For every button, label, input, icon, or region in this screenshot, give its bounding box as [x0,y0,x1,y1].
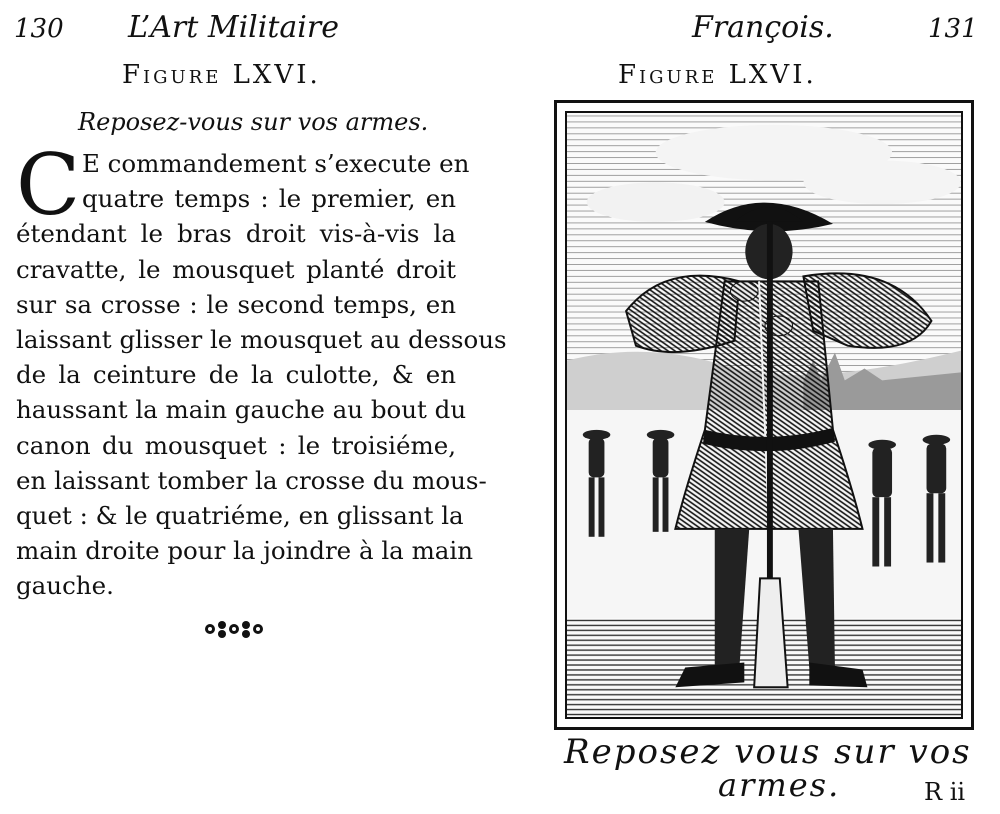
text-line: sur sa crosse : le second temps, en [16,289,456,319]
page-number: 130 [14,14,64,44]
text-line: canon du mousquet : le troisiéme, [16,430,456,460]
musketeer-engraving-icon [567,113,961,717]
drop-cap: C [16,136,81,234]
page-number: 131 [928,14,978,44]
text-line: main droite pour la joindre à la main [16,536,474,566]
signature-mark: R ii [924,778,966,806]
text-line: laissant glisser le mousquet au dessous [16,324,507,354]
text-line: gauche. [16,571,114,601]
text-line: de la ceinture de la culotte, & en [16,360,456,390]
figure-heading: Figure LXVI. [618,60,817,90]
running-head: François. [692,10,834,45]
plate-caption: Reposez vous sur vos [564,732,972,772]
text-line: en laissant tomber la crosse du mous- [16,465,487,495]
text-line: E commandement s’execute en [82,149,470,178]
text-line: haussant la main gauche au bout du [16,395,467,425]
right-page [500,0,1000,814]
text-line: quatre temps : le premier, en [82,184,456,214]
figure-heading: Figure LXVI. [122,60,321,90]
body-text [16,136,507,603]
running-head: L’Art Militaire [128,10,339,45]
plate-caption-line2: armes. [718,766,841,804]
fleuron-ornament-icon [202,614,266,644]
figure-subtitle: Reposez-vous sur vos armes. [78,108,429,136]
text-line: étendant le bras droit vis-à-vis la [16,219,456,249]
text-line: quet : & le quatriéme, en glissant la [16,500,464,530]
text-line: cravatte, le mousquet planté droit [16,254,456,284]
engraving-plate [554,100,974,730]
